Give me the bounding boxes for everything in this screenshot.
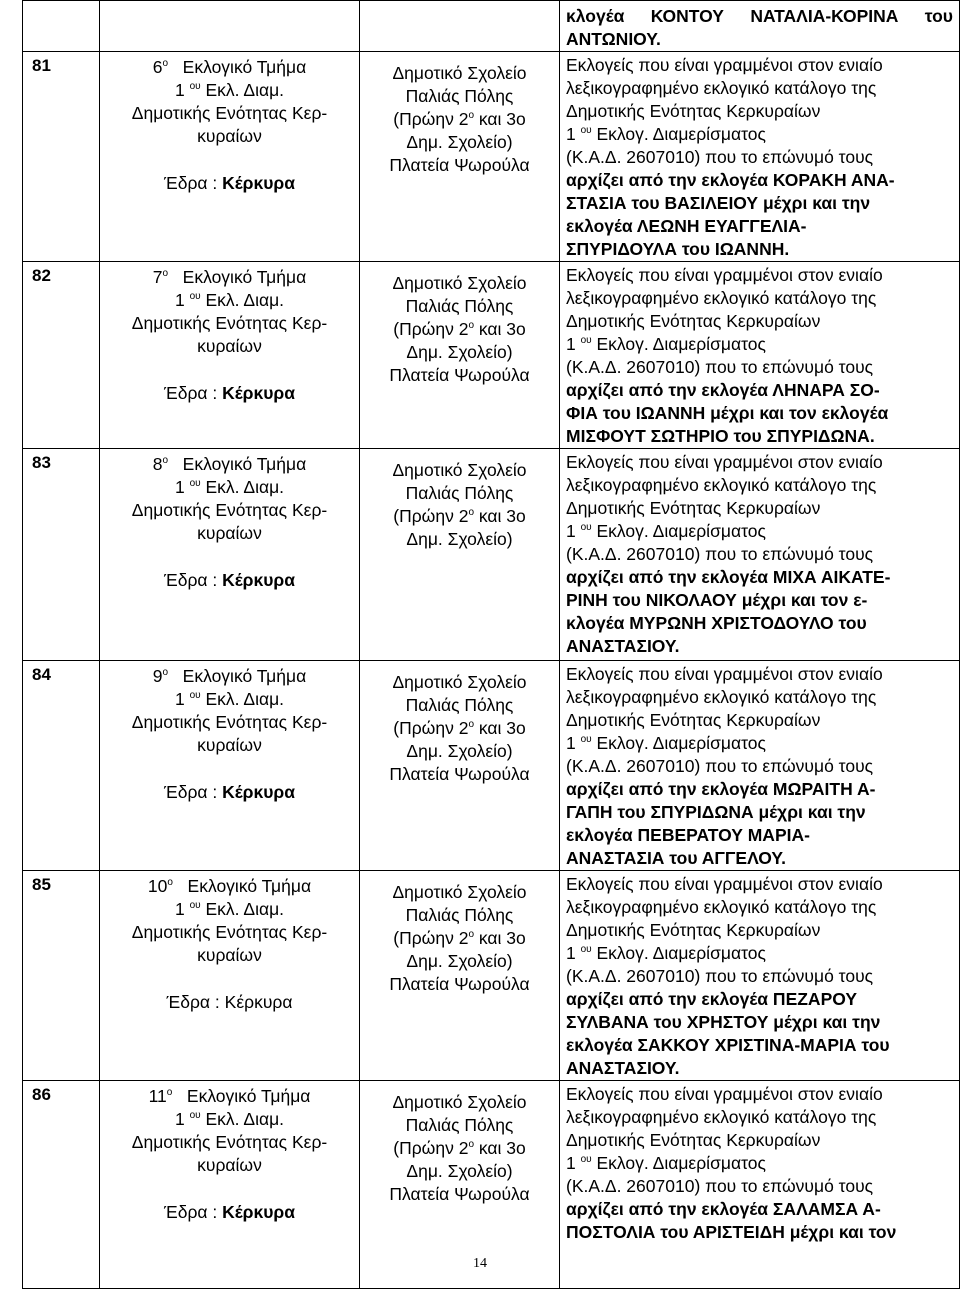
school-former: (Πρώην $2^o$ και 3ο (393, 109, 526, 129)
school-former: (Πρώην $2^o$ και 3ο (393, 319, 526, 339)
school-name: Δημοτικό Σχολείο (392, 672, 527, 692)
school-former: (Πρώην $2^o$ και 3ο (393, 718, 526, 738)
school-area: Παλιάς Πόλης (405, 695, 514, 715)
row-number: 85 (23, 871, 100, 1081)
section-subtitle: 1 $^{o\upsilon}$ Εκλ. Διαμ. (174, 1109, 285, 1129)
section-cell (100, 661, 360, 871)
surname-range: αρχίζει από την εκλογέα ΜΩΡΑΙΤΗ Α- (566, 779, 876, 799)
school-former-cont: Δημ. Σχολείο) (406, 132, 513, 152)
voters-description: Εκλογείς που είναι γραμμένοι στον ενιαίο λεξικογραφημένο εκλογικό κατάλογο της Δημοτικής Ενότητας Κερκυραίων 1 $^{o\upsilon}$ Εκλογ. Διαμερίσματος (Κ.Α.Δ. 2607010) που το επώνυμό τους αρχίζει από την εκλογέα ΠΕΖΑΡΟΥ ΣΥΛΒΑΝΑ του ΧΡΗΣΤΟΥ μέχρι και την εκλογέα ΣΑΚΚΟΥ ΧΡΙΣΤΙΝΑ-ΜΑΡΙΑ του ΑΝΑΣΤΑΣΙΟΥ. (560, 871, 960, 1081)
school-name: Δημοτικό Σχολείο (392, 1092, 527, 1112)
school-area: Παλιάς Πόλης (405, 296, 514, 316)
polling-stations-table (22, 0, 960, 1289)
section-title: $9^o$ Εκλογικό Τμήμα (152, 666, 307, 686)
seat: Έδρα : Κέρκυρα (163, 1202, 295, 1222)
school-cell (360, 871, 560, 1081)
school-former-cont: Δημ. Σχολείο) (406, 951, 513, 971)
school-former-cont: Δημ. Σχολείο) (406, 529, 513, 549)
section-subtitle: 1 $^{o\upsilon}$ Εκλ. Διαμ. (174, 899, 285, 919)
school-name: Δημοτικό Σχολείο (392, 460, 527, 480)
section-cell (100, 449, 360, 661)
municipal-unit: Δημοτικής Ενότητας Κερ- (131, 500, 328, 520)
row-number: 82 (23, 262, 100, 449)
municipal-unit-cont: κυραίων (197, 735, 262, 755)
school-cell (360, 262, 560, 449)
section-subtitle: 1 $^{o\upsilon}$ Εκλ. Διαμ. (174, 290, 285, 310)
section-subtitle: 1 $^{o\upsilon}$ Εκλ. Διαμ. (174, 80, 285, 100)
municipal-unit-cont: κυραίων (197, 1155, 262, 1175)
school-former: (Πρώην $2^o$ και 3ο (393, 928, 526, 948)
school-former: (Πρώην $2^o$ και 3ο (393, 506, 526, 526)
row-number: 81 (23, 52, 100, 262)
school-cell (360, 449, 560, 661)
school-square: Πλατεία Ψωρούλα (389, 974, 530, 994)
voters-description: Εκλογείς που είναι γραμμένοι στον ενιαίο λεξικογραφημένο εκλογικό κατάλογο της Δημοτικής Ενότητας Κερκυραίων 1 $^{o\upsilon}$ Εκλογ. Διαμερίσματος (Κ.Α.Δ. 2607010) που το επώνυμό τους αρχίζει από την εκλογέα ΛΗΝΑΡΑ ΣΟ- ΦΙΑ του ΙΩΑΝΝΗ μέχρι και τον εκλογέα ΜΙΣΦΟΥΤ ΣΩΤΗΡΙΟ του ΣΠΥΡΙΔΩΝΑ. (560, 262, 960, 449)
school-name: Δημοτικό Σχολείο (392, 273, 527, 293)
table-row (23, 52, 960, 262)
seat: Έδρα : Κέρκυρα (163, 782, 295, 802)
table-row (23, 661, 960, 871)
school-former-cont: Δημ. Σχολείο) (406, 1161, 513, 1181)
school-name: Δημοτικό Σχολείο (392, 882, 527, 902)
school-former: (Πρώην $2^o$ και 3ο (393, 1138, 526, 1158)
surname-range: αρχίζει από την εκλογέα ΛΗΝΑΡΑ ΣΟ- (566, 380, 880, 400)
municipal-unit: Δημοτικής Ενότητας Κερ- (131, 922, 328, 942)
seat: Έδρα : Κέρκυρα (166, 992, 293, 1012)
school-area: Παλιάς Πόλης (405, 483, 514, 503)
school-cell (360, 52, 560, 262)
page-number: 14 (473, 1256, 487, 1271)
surname-range: αρχίζει από την εκλογέα ΜΙΧΑ ΑΙΚΑΤΕ- (566, 567, 891, 587)
school-square: Πλατεία Ψωρούλα (389, 365, 530, 385)
section-subtitle: 1 $^{o\upsilon}$ Εκλ. Διαμ. (174, 689, 285, 709)
voters-description: Εκλογείς που είναι γραμμένοι στον ενιαίο λεξικογραφημένο εκλογικό κατάλογο της Δημοτικής Ενότητας Κερκυραίων 1 $^{o\upsilon}$ Εκλογ. Διαμερίσματος (Κ.Α.Δ. 2607010) που το επώνυμό τους αρχίζει από την εκλογέα ΣΑΛΑΜΣΑ Α- ΠΟΣΤΟΛΙΑ του ΑΡΙΣΤΕΙΔΗ μέχρι και τον (560, 1081, 960, 1289)
municipal-unit-cont: κυραίων (197, 126, 262, 146)
school-name: Δημοτικό Σχολείο (392, 63, 527, 83)
school-square: Πλατεία Ψωρούλα (389, 155, 530, 175)
school-area: Παλιάς Πόλης (405, 86, 514, 106)
municipal-unit-cont: κυραίων (197, 523, 262, 543)
municipal-unit-cont: κυραίων (197, 945, 262, 965)
seat: Έδρα : Κέρκυρα (163, 173, 295, 193)
seat: Έδρα : Κέρκυρα (163, 570, 295, 590)
row-number: 86 (23, 1081, 100, 1289)
municipal-unit: Δημοτικής Ενότητας Κερ- (131, 313, 328, 333)
surname-range: αρχίζει από την εκλογέα ΚΟΡΑΚΗ ΑΝΑ- (566, 170, 895, 190)
seat: Έδρα : Κέρκυρα (163, 383, 295, 403)
voters-description: Εκλογείς που είναι γραμμένοι στον ενιαίο λεξικογραφημένο εκλογικό κατάλογο της Δημοτικής Ενότητας Κερκυραίων 1 $^{o\upsilon}$ Εκλογ. Διαμερίσματος (Κ.Α.Δ. 2607010) που το επώνυμό τους αρχίζει από την εκλογέα ΜΩΡΑΙΤΗ Α- ΓΑΠΗ του ΣΠΥΡΙΔΩΝΑ μέχρι και την εκλογέα ΠΕΒΕΡΑΤΟΥ ΜΑΡΙΑ- ΑΝΑΣΤΑΣΙΑ του ΑΓΓΕΛΟΥ. (560, 661, 960, 871)
municipal-unit: Δημοτικής Ενότητας Κερ- (131, 1132, 328, 1152)
continuation-row (23, 1, 960, 52)
school-former-cont: Δημ. Σχολείο) (406, 342, 513, 362)
section-cell (100, 52, 360, 262)
table-row (23, 262, 960, 449)
section-cell (100, 262, 360, 449)
table-row (23, 871, 960, 1081)
table-row (23, 449, 960, 661)
section-title: $10^o$ Εκλογικό Τμήμα (147, 876, 312, 896)
municipal-unit: Δημοτικής Ενότητας Κερ- (131, 103, 328, 123)
row-number: 83 (23, 449, 100, 661)
school-square: Πλατεία Ψωρούλα (389, 764, 530, 784)
surname-range: αρχίζει από την εκλογέα ΠΕΖΑΡΟΥ (566, 989, 858, 1009)
municipal-unit: Δημοτικής Ενότητας Κερ- (131, 712, 328, 732)
voters-description: Εκλογείς που είναι γραμμένοι στον ενιαίο λεξικογραφημένο εκλογικό κατάλογο της Δημοτικής Ενότητας Κερκυραίων 1 $^{o\upsilon}$ Εκλογ. Διαμερίσματος (Κ.Α.Δ. 2607010) που το επώνυμό τους αρχίζει από την εκλογέα ΚΟΡΑΚΗ ΑΝΑ- ΣΤΑΣΙΑ του ΒΑΣΙΛΕΙΟΥ μέχρι και την εκλογέα ΛΕΩΝΗ ΕΥΑΓΓΕΛΙΑ- ΣΠΥΡΙΔΟΥΛΑ του ΙΩΑΝΝΗ. (560, 52, 960, 262)
school-square: Πλατεία Ψωρούλα (389, 1184, 530, 1204)
voters-description: Εκλογείς που είναι γραμμένοι στον ενιαίο λεξικογραφημένο εκλογικό κατάλογο της Δημοτικής Ενότητας Κερκυραίων 1 $^{o\upsilon}$ Εκλογ. Διαμερίσματος (Κ.Α.Δ. 2607010) που το επώνυμό τους αρχίζει από την εκλογέα ΜΙΧΑ ΑΙΚΑΤΕ- ΡΙΝΗ του ΝΙΚΟΛΑΟΥ μέχρι και τον ε- κλογέα ΜΥΡΩΝΗ ΧΡΙΣΤΟΔΟΥΛΟ του ΑΝΑΣΤΑΣΙΟΥ. (560, 449, 960, 661)
continuation-text: κλογέα ΚΟΝΤΟΥ ΝΑΤΑΛΙΑ-ΚΟΡΙΝΑ του ΑΝΤΩΝΙΟΥ. (560, 1, 960, 52)
school-area: Παλιάς Πόλης (405, 905, 514, 925)
section-cell (100, 871, 360, 1081)
section-title: $11^o$ Εκλογικό Τμήμα (148, 1086, 311, 1106)
school-area: Παλιάς Πόλης (405, 1115, 514, 1135)
surname-range: αρχίζει από την εκλογέα ΣΑΛΑΜΣΑ Α- (566, 1199, 881, 1219)
section-title: $6^o$ Εκλογικό Τμήμα (152, 57, 307, 77)
municipal-unit-cont: κυραίων (197, 336, 262, 356)
school-cell (360, 661, 560, 871)
section-title: $7^o$ Εκλογικό Τμήμα (152, 267, 307, 287)
section-subtitle: 1 $^{o\upsilon}$ Εκλ. Διαμ. (174, 477, 285, 497)
section-title: $8^o$ Εκλογικό Τμήμα (152, 454, 307, 474)
row-number: 84 (23, 661, 100, 871)
school-former-cont: Δημ. Σχολείο) (406, 741, 513, 761)
